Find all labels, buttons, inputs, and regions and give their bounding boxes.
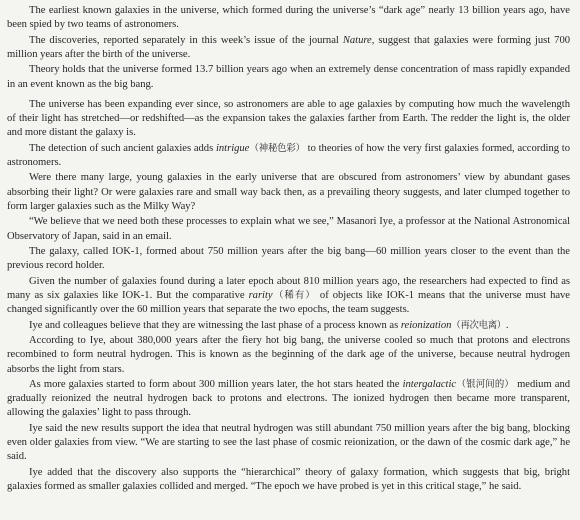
chinese-gloss: （银河间的） — [456, 379, 514, 391]
paragraph — [7, 319, 570, 333]
chinese-gloss: （稀有） — [272, 289, 316, 301]
text-run: According to Iye, about 380,000 years after the fiery hot big bang, the universe cooled so much that protons and electrons recombined to form neutral hydrogen. This is known as the beginning of the dark age of the universe, because neutral hydrogen absorbs the light from stars. — [7, 335, 570, 375]
paragraph — [7, 4, 570, 32]
text-run: Given the number of galaxies found during a later epoch about 810 million years ago, the researchers had expected to find as many as six galaxies like IOK-1. But the comparative — [7, 275, 570, 301]
italic-term: Nature — [342, 34, 372, 46]
text-run: As more galaxies started to form about 300 million years later, the hot stars heated the — [29, 379, 403, 391]
paragraph — [7, 171, 570, 214]
italic-term: intergalactic — [402, 379, 457, 391]
paragraph — [7, 245, 570, 273]
chinese-gloss: （再次电离） — [451, 319, 506, 331]
text-run: The galaxy, called IOK-1, formed about 750 million years after the big bang—60 million years closer to the event than the previous record holder. — [7, 246, 570, 272]
paragraph — [7, 275, 570, 318]
italic-term: rarity — [248, 289, 273, 301]
text-run: Iye said the new results support the idea that neutral hydrogen was still abundant 750 million years after the big bang, blocking even older galaxies from view. “We are starting to see the last phase of cosmic reionization, or the dawn of the cosmic dark age,” he said. — [7, 422, 570, 463]
text-run: “We believe that we need both these processes to explain what we see,” Masanori Iye, a professor at the National Astronomical Observatory of Japan, said in an email. — [7, 216, 570, 242]
paragraph — [7, 466, 570, 494]
paragraph — [7, 63, 570, 91]
paragraph — [7, 98, 570, 141]
text-run: Iye and colleagues believe that they are witnessing the last phase of a process known as — [29, 319, 401, 331]
chinese-gloss: （神秘色彩） — [249, 142, 305, 154]
text-run: Were there many large, young galaxies in the early universe that are obscured from astronomers’ view by abundant gases absorbing their light? Or were galaxies rare and small way back then, as a prevailing theory suggests, and later clumped together to form larger galaxies such as the Milky Way? — [7, 172, 570, 212]
text-run: . — [505, 319, 509, 331]
paragraph — [7, 422, 570, 465]
text-run: The detection of such ancient galaxies adds — [29, 142, 216, 154]
text-run: The universe has been expanding ever since, so astronomers are able to age galaxies by computing how much the wavelength of their light has stretched—or redshifted—as the expansion takes the galaxies farther from Earth. The redder the light is, the older and more distant the galaxy is. — [7, 98, 570, 139]
text-run: , suggest that galaxies were forming just 700 million years after the birth of the universe. — [7, 34, 571, 60]
text-run: The discoveries, reported separately in this week’s issue of the journal — [29, 34, 343, 46]
text-run: to theories of how the very first galaxies formed, according to astronomers. — [7, 142, 571, 168]
article-body — [7, 4, 570, 496]
paragraph — [7, 142, 570, 170]
paragraph — [7, 215, 570, 243]
text-run: of objects like IOK-1 means that the universe must have changed significantly over the 60 million years that separate the two epochs, the team suggests. — [7, 289, 570, 316]
paragraph — [7, 378, 570, 421]
italic-term: reionization — [400, 319, 452, 331]
text-run: Iye added that the discovery also supports the “hierarchical” theory of galaxy formation, which suggests that big, bright galaxies formed as smaller galaxies collided and merged. “The epoch we have probed is yet in this critical stage,” he said. — [7, 466, 570, 493]
paragraph — [7, 34, 570, 62]
italic-term: intrigue — [215, 142, 250, 154]
text-run: Theory holds that the universe formed 13.7 billion years ago when an extremely dense concentration of mass rapidly expanded in an event known as the big bang. — [7, 64, 570, 90]
paragraph — [7, 334, 570, 377]
text-run: The earliest known galaxies in the universe, which formed during the universe’s “dark age” nearly 13 billion years ago, have been spied by two teams of astronomers. — [7, 5, 570, 31]
text-run: medium and gradually reionized the neutral hydrogen back to protons and electrons. The ionized hydrogen then became more transparent, allowing the galaxies’ light to pass through. — [7, 379, 571, 419]
